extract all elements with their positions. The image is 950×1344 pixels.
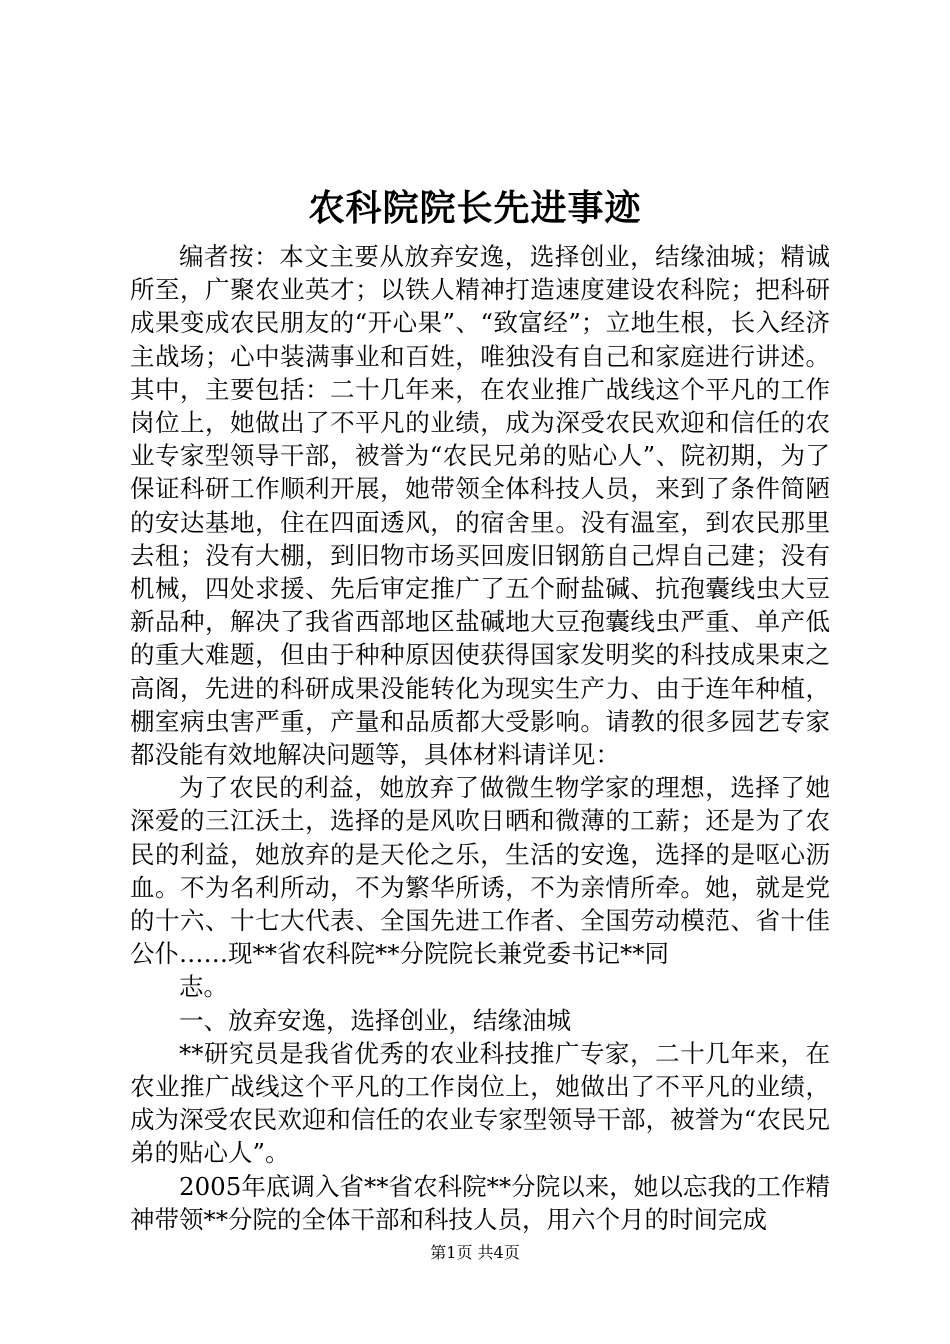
document-title: 农科院院长先进事迹 — [308, 187, 642, 229]
page-footer: 第1页 共4页 — [430, 1243, 520, 1262]
body-paragraph: **研究员是我省优秀的农业科技推广专家，二十几年来，在农业推广战线这个平凡的工作岗位上，她做出了不平凡的业绩，成为深受农民欢迎和信任的农业专家型领导干部，被誉为“农民兄弟的贴心人”。 — [130, 1038, 830, 1168]
editor-note-paragraph: 编者按：本文主要从放弃安逸，选择创业，结缘油城；精诚所至，广聚农业英才；以铁人精神打造速度建设农科院；把科研成果变成农民朋友的“开心果”、“致富经”；立地生根，长入经济主战场；心中装满事业和百姓，唯独没有自己和家庭进行讲述。其中，主要包括：二十几年来，在农业推广战线这个平凡的工作岗位上，她做出了不平凡的业绩，成为深受农民欢迎和信任的农业专家型领导干部，被誉为“农民兄弟的贴心人”、院初期，为了保证科研工作顺利开展，她带领全体科技人员，来到了条件简陋的安达基地，住在四面透风，的宿舍里。没有温室，到农民那里去租；没有大棚，到旧物市场买回废旧钢筋自己焊自己建；没有机械，四处求援、先后审定推广了五个耐盐碱、抗孢囊线虫大豆新品种，解决了我省西部地区盐碱地大豆孢囊线虫严重、单产低的重大难题，但由于种种原因使获得国家发明奖的科技成果束之高阁，先进的科研成果没能转化为现实生产力、由于连年种植，棚室病虫害严重，产量和品质都大受影响。请教的很多园艺专家都没能有效地解决问题等，具体材料请详见： — [130, 242, 830, 770]
intro-paragraph: 为了农民的利益，她放弃了做微生物学家的理想，选择了她深爱的三江沃土，选择的是风吹日晒和微薄的工薪；还是为了农民的利益，她放弃的是天伦之乐，生活的安逸，选择的是呕心沥血。不为名利所动，不为繁华所诱，不为亲情所牵。她，就是党的十六、十七大代表、全国先进工作者、全国劳动模范、省十佳公仆……现**省农科院**分院院长兼党委书记**同 — [130, 773, 830, 969]
paragraph-continuation: 志。 — [179, 972, 228, 1002]
body-paragraph: 2005年底调入省**省农科院**分院以来，她以忘我的工作精神带领**分院的全体干部和科技人员，用六个月的时间完成 — [130, 1171, 830, 1234]
section-heading: 一、放弃安逸，选择创业，结缘油城 — [179, 1005, 571, 1035]
document-body — [130, 240, 830, 1236]
